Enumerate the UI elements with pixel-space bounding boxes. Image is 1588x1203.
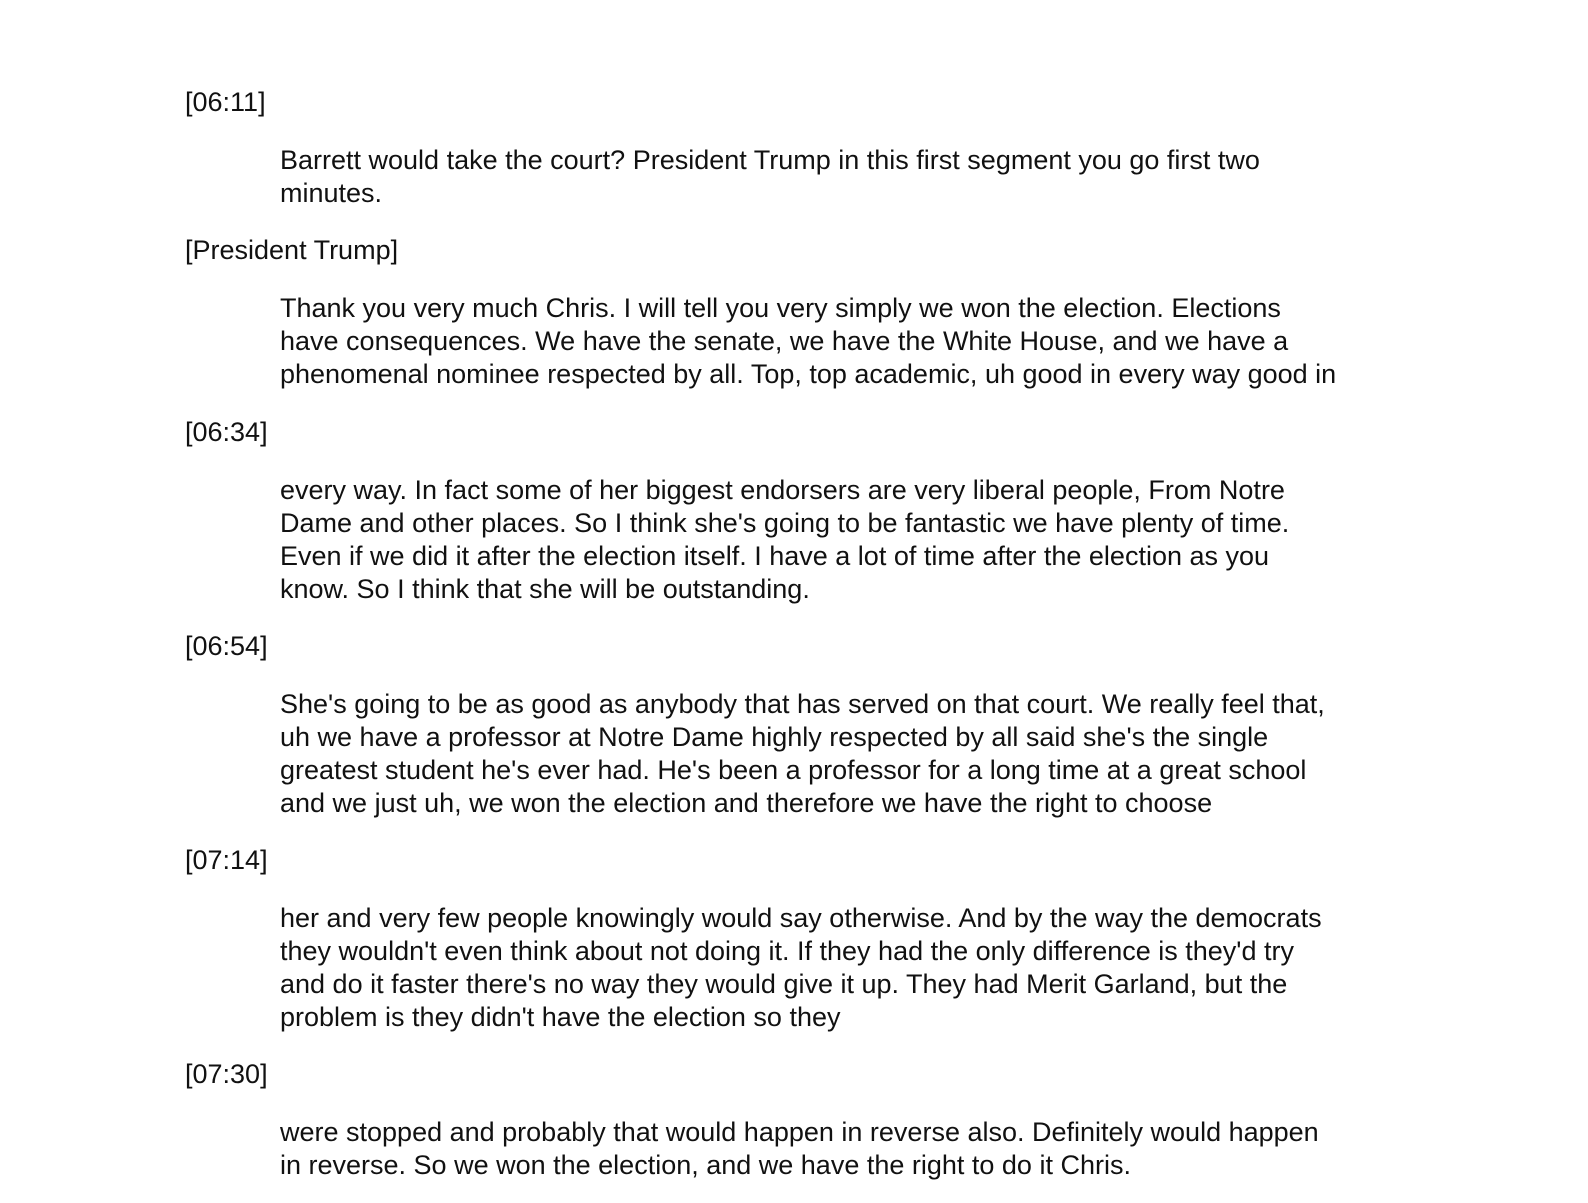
speaker-label: [President Trump] [185, 235, 399, 265]
timestamp-label: [06:34] [185, 417, 268, 447]
text-line: her and very few people knowingly would say otherwise. And by the way the democrats [280, 903, 1322, 933]
text-line: uh we have a professor at Notre Dame highly respected by all said she's the single [280, 722, 1269, 752]
text-line: and we just uh, we won the election and therefore we have the right to choose [280, 788, 1213, 818]
text-line: have consequences. We have the senate, we have the White House, and we have a [280, 326, 1289, 356]
text-line: every way. In fact some of her biggest endorsers are very liberal people, From Notre [280, 475, 1285, 505]
transcript-paragraph [280, 902, 1322, 1034]
text-line: Even if we did it after the election itself. I have a lot of time after the election as you [280, 541, 1270, 571]
text-line: know. So I think that she will be outstanding. [280, 574, 810, 604]
text-line: in reverse. So we won the election, and we have the right to do it Chris. [280, 1150, 1131, 1180]
text-line: were stopped and probably that would happen in reverse also. Definitely would happen [280, 1117, 1319, 1147]
timestamp-label: [06:54] [185, 631, 268, 661]
text-line: Thank you very much Chris. I will tell you very simply we won the election. Elections [280, 293, 1281, 323]
text-line: problem is they didn't have the election so they [280, 1002, 841, 1032]
text-line: minutes. [280, 178, 383, 208]
transcript-paragraph [280, 474, 1289, 606]
text-line: Barrett would take the court? President Trump in this first segment you go first two [280, 145, 1260, 175]
text-line: She's going to be as good as anybody that has served on that court. We really feel that, [280, 689, 1325, 719]
text-line: greatest student he's ever had. He's been a professor for a long time at a great school [280, 755, 1307, 785]
text-line: Dame and other places. So I think she's going to be fantastic we have plenty of time. [280, 508, 1290, 538]
transcript-paragraph [280, 1116, 1319, 1182]
timestamp-label: [06:11] [185, 87, 266, 117]
transcript-paragraph [280, 144, 1260, 210]
text-line: and do it faster there's no way they would give it up. They had Merit Garland, but the [280, 969, 1288, 999]
transcript-paragraph [280, 688, 1325, 820]
timestamp-label: [07:14] [185, 845, 268, 875]
transcript-paragraph [280, 292, 1336, 391]
timestamp-label: [07:30] [185, 1059, 268, 1089]
text-line: phenomenal nominee respected by all. Top, top academic, uh good in every way good in [280, 359, 1337, 389]
text-line: they wouldn't even think about not doing it. If they had the only difference is they'd try [280, 936, 1294, 966]
